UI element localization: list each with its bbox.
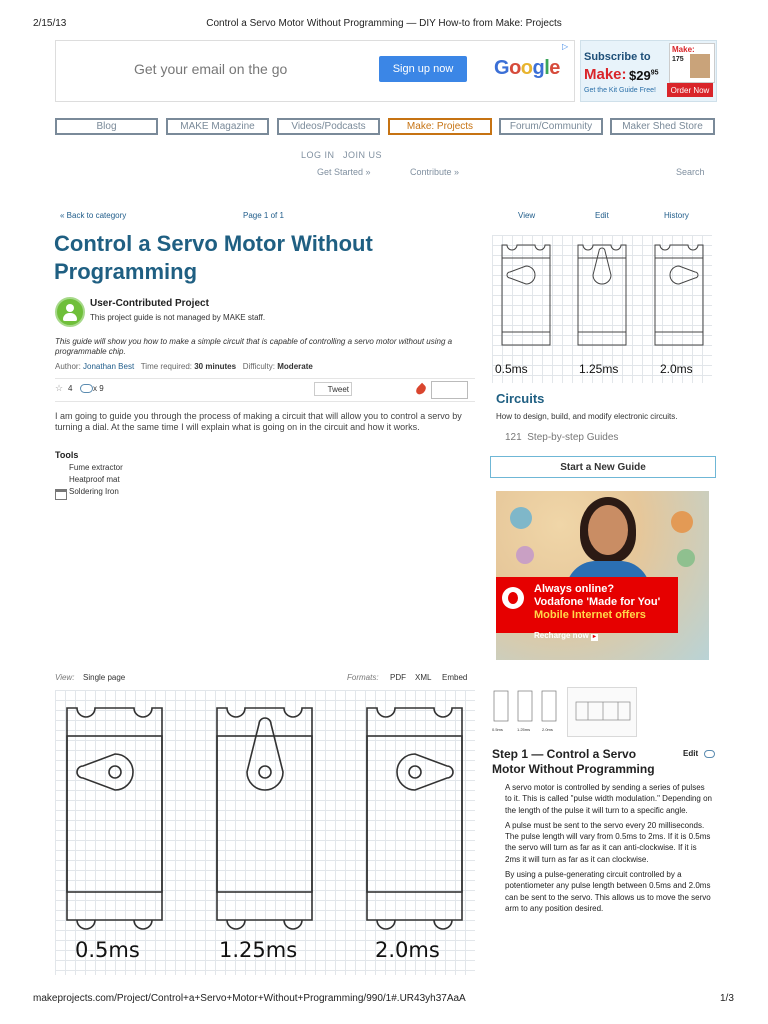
tab-forum-community[interactable]: Forum/Community	[499, 118, 603, 135]
step-thumbnail[interactable]	[567, 687, 637, 737]
get-started-link[interactable]: Get Started »	[317, 167, 371, 177]
ad-make-logo: Make:	[584, 66, 627, 83]
servo-diagram-svg	[55, 690, 475, 975]
servo-label: 0.5ms	[75, 938, 140, 962]
tab-make-projects[interactable]: Make: Projects	[388, 118, 492, 135]
edit-link[interactable]: Edit	[595, 211, 609, 220]
guide-summary: This guide will show you how to make a simple circuit that is capable of controlling a servo motor without using a programmable chip.	[55, 337, 453, 356]
format-pdf-link[interactable]: PDF	[390, 673, 406, 682]
thumbnail-circuit-svg	[568, 688, 638, 738]
ad-icon-bubble	[510, 507, 532, 529]
ad-email-text: Get your email on the go	[134, 61, 288, 77]
step-bullet: By using a pulse-generating circuit controlled by a potentiometer any pulse length between 0.5ms and 2.0ms can be sent to the servo. This allows us to move the servo arm to any position desired.	[505, 870, 711, 913]
guides-count-link[interactable]: 121 Step-by-step Guides	[505, 432, 619, 443]
step-bullet: A pulse must be sent to the servo every 20 milliseconds. The pulse length will vary from 0.5ms to 2ms. If it is 0.5ms the servo will turn as far as it can anti-clockwise. If it is 2ms it will turn as far as it can clockwise.	[505, 820, 711, 864]
history-link[interactable]: History	[664, 211, 689, 220]
project-type: User-Contributed Project	[90, 298, 209, 309]
play-icon: ▸	[592, 634, 596, 640]
tab-blog[interactable]: Blog	[55, 118, 158, 135]
step-bullet: A servo motor is controlled by sending a series of pulses to it. This is called "pulse width modulation." Depending on the length of the pulse it will turn to a specific angle.	[505, 783, 712, 815]
category-description: How to design, build, and modify electronic circuits.	[496, 412, 678, 421]
step-bullets	[505, 782, 713, 914]
servo-2.0ms	[367, 708, 462, 929]
tab-videos-podcasts[interactable]: Videos/Podcasts	[277, 118, 380, 135]
vodafone-logo-icon	[502, 587, 524, 609]
servo-1.25ms	[217, 708, 312, 929]
magazine-cover: Make: 175	[669, 43, 715, 83]
view-link[interactable]: View	[518, 211, 536, 220]
adchoices-icon[interactable]: ▷	[562, 42, 569, 51]
comment-icon[interactable]	[80, 384, 93, 393]
back-to-category-link[interactable]: « Back to category	[60, 211, 127, 220]
footer-url: makeprojects.com/Project/Control+a+Servo+Motor+Without+Programming/990/1#.UR43yh37AaA	[33, 993, 466, 1004]
guide-intro: I am going to guide you through the process of making a circuit that will allow you to control a servo by turning a dial. At the same time I will explain what is going on in the circuit and how it works.	[55, 411, 462, 432]
author-link[interactable]: Jonathan Best	[83, 362, 135, 371]
email-ad-banner[interactable]	[55, 40, 575, 102]
login-link[interactable]: LOG IN	[301, 150, 335, 160]
vodafone-ad[interactable]	[496, 491, 709, 660]
tools-heading: Tools	[55, 450, 79, 460]
ad-copy: Always online? Vodafone 'Made for You' Mobile Internet offers	[534, 583, 661, 621]
contribute-link[interactable]: Contribute »	[410, 167, 460, 177]
star-icon[interactable]: ☆	[55, 383, 64, 393]
single-page-link[interactable]: Single page	[83, 673, 126, 682]
tool-image-icon	[55, 489, 67, 500]
ad-person-face	[588, 505, 628, 555]
step-edit-link[interactable]: Edit	[683, 749, 699, 758]
page-title: Control a Servo Motor Without Programming	[54, 231, 373, 284]
format-xml-link[interactable]: XML	[415, 673, 432, 682]
page-indicator: Page 1 of 1	[243, 211, 284, 220]
category-image[interactable]	[492, 235, 712, 383]
user-contributed-icon	[55, 297, 85, 327]
servo-label: 2.0ms	[375, 938, 440, 962]
category-title[interactable]: Circuits	[496, 391, 545, 406]
thumbnail-label: 1.25ms	[517, 727, 531, 732]
format-embed-link[interactable]: Embed	[442, 673, 468, 682]
tool-item[interactable]: Fume extractor	[69, 463, 123, 472]
search-link[interactable]: Search	[676, 167, 705, 177]
ad-icon-bubble	[516, 546, 534, 564]
category-servo-label: 1.25ms	[579, 362, 619, 376]
star-count: 4	[68, 384, 73, 393]
ad-icon-bubble	[677, 549, 695, 567]
servo-diagram-large[interactable]	[55, 690, 475, 975]
print-title: Control a Servo Motor Without Programming — DIY How-to from Make: Projects	[206, 18, 562, 29]
thumbnail-label: 2.0ms	[542, 727, 553, 732]
tweet-button[interactable]: Tweet	[314, 382, 352, 396]
ad-icon-bubble	[671, 511, 693, 533]
step-comment-icon[interactable]	[704, 750, 715, 758]
step-thumbnail-active[interactable]	[490, 687, 562, 737]
thumbnail-label: 0.5ms	[492, 727, 503, 732]
ad-order-button[interactable]: Order Now	[667, 83, 713, 97]
category-servo-svg	[492, 235, 712, 383]
step-title: Step 1 — Control a Servo Motor Without Programming	[492, 747, 655, 776]
view-label: View:	[55, 673, 75, 682]
category-servo-label: 2.0ms	[660, 362, 693, 376]
pin-icon[interactable]	[414, 383, 427, 396]
ad-price: $\$29^{95}$	[629, 68, 659, 83]
tool-item[interactable]: Heatproof mat	[69, 475, 120, 484]
google-logo: Google	[494, 57, 560, 79]
divider	[55, 401, 475, 402]
servo-0.5ms	[67, 708, 162, 929]
share-button[interactable]	[431, 381, 468, 399]
ad-signup-button[interactable]: Sign up now	[379, 56, 467, 82]
category-servo-label: 0.5ms	[495, 362, 528, 376]
magazine-cover-photo	[690, 54, 710, 78]
ad-kit-text: Get the Kit Guide Free!	[584, 87, 656, 94]
formats-label: Formats:	[347, 673, 379, 682]
divider	[55, 378, 475, 379]
footer-page: 1/3	[720, 993, 734, 1004]
tool-item[interactable]: Soldering Iron	[69, 487, 119, 496]
tab-maker-shed-store[interactable]: Maker Shed Store	[610, 118, 715, 135]
ad-subscribe-line: Subscribe to	[584, 51, 651, 63]
tab-make-magazine[interactable]: MAKE Magazine	[166, 118, 269, 135]
project-note: This project guide is not managed by MAKE staff.	[90, 313, 266, 322]
print-date: 2/15/13	[33, 18, 67, 29]
tools-list	[69, 463, 123, 499]
join-link[interactable]: JOIN US	[343, 150, 383, 160]
comment-count: x 9	[93, 384, 104, 393]
make-subscribe-ad[interactable]	[580, 40, 717, 102]
ad-recharge-link[interactable]: Recharge now ▸	[534, 631, 596, 640]
start-new-guide-button[interactable]: Start a New Guide	[490, 456, 716, 478]
servo-label: 1.25ms	[219, 938, 298, 962]
guide-meta: Author: Jonathan Best Time required: 30 minutes Difficulty: Moderate	[55, 362, 313, 371]
